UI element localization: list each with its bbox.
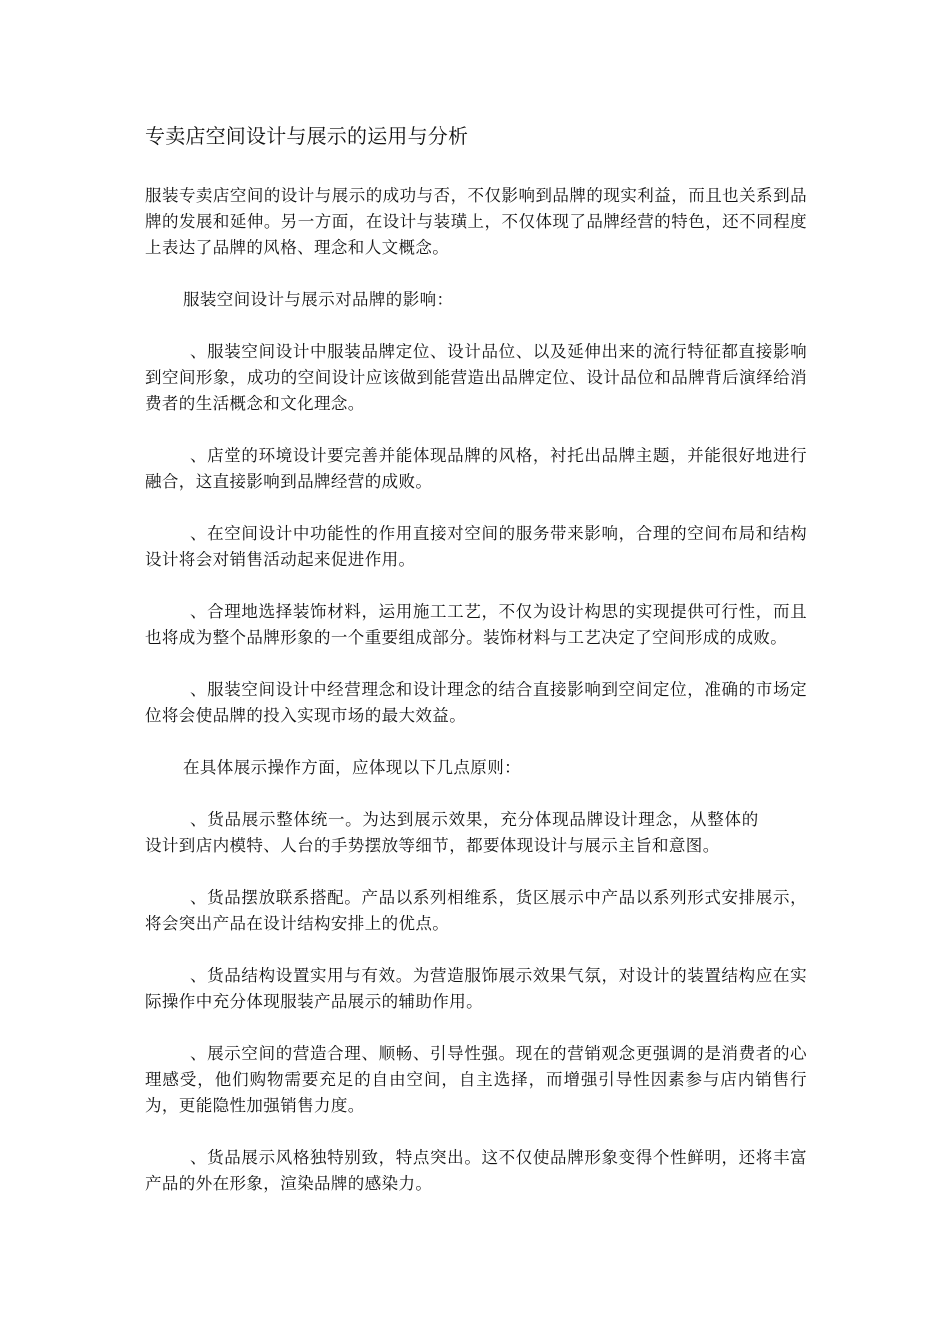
- section1-item-4: 、合理地选择装饰材料，运用施工工艺，不仅为设计构思的实现提供可行性，而且也将成为整个品牌形象的一个重要组成部分。装饰材料与工艺决定了空间形成的成败。: [145, 602, 807, 647]
- section2-item-1-part-a: 、货品展示整体统一。为达到展示效果，充分体现品牌设计理念，从整体的: [190, 810, 759, 829]
- document-title: 专卖店空间设计与展示的运用与分析: [145, 124, 469, 148]
- section2-item-2: 、货品摆放联系搭配。产品以系列相维系，货区展示中产品以系列形式安排展示，将会突出产品在设计结构安排上的优点。: [145, 888, 807, 933]
- section1-item-3: 、在空间设计中功能性的作用直接对空间的服务带来影响，合理的空间布局和结构设计将会对销售活动起来促进作用。: [145, 524, 807, 569]
- intro-paragraph: 服装专卖店空间的设计与展示的成功与否，不仅影响到品牌的现实利益，而且也关系到品牌的发展和延伸。另一方面，在设计与装璜上，不仅体现了品牌经营的特色，还不同程度上表达了品牌的风格、理念和人文概念。: [145, 186, 807, 257]
- section2-heading: 在具体展示操作方面，应体现以下几点原则：: [183, 758, 521, 777]
- section1-heading: 服装空间设计与展示对品牌的影响：: [183, 290, 454, 309]
- section1-item-5: 、服装空间设计中经营理念和设计理念的结合直接影响到空间定位，准确的市场定位将会使品牌的投入实现市场的最大效益。: [145, 680, 807, 725]
- section1-item-2: 、店堂的环境设计要完善并能体现品牌的风格，衬托出品牌主题，并能很好地进行融合，这直接影响到品牌经营的成败。: [145, 446, 807, 491]
- section1-item-1: 、服装空间设计中服装品牌定位、设计品位、以及延伸出来的流行特征都直接影响到空间形象，成功的空间设计应该做到能营造出品牌定位、设计品位和品牌背后演绎给消费者的生活概念和文化理念。: [145, 342, 807, 413]
- section2-item-1: [145, 807, 807, 859]
- section2-item-5: 、货品展示风格独特别致，特点突出。这不仅使品牌形象变得个性鲜明，还将丰富产品的外在形象，渲染品牌的感染力。: [145, 1148, 807, 1193]
- section2-item-4: 、展示空间的营造合理、顺畅、引导性强。现在的营销观念更强调的是消费者的心理感受，他们购物需要充足的自由空间，自主选择，而增强引导性因素参与店内销售行为，更能隐性加强销售力度。: [145, 1044, 807, 1115]
- document-body: [145, 122, 807, 1223]
- section2-item-1-part-b: 设计到店内模特、人台的手势摆放等细节，都要体现设计与展示主旨和意图。: [145, 836, 720, 855]
- section2-item-3: 、货品结构设置实用与有效。为营造服饰展示效果气氛，对设计的装置结构应在实际操作中充分体现服装产品展示的辅助作用。: [145, 966, 807, 1011]
